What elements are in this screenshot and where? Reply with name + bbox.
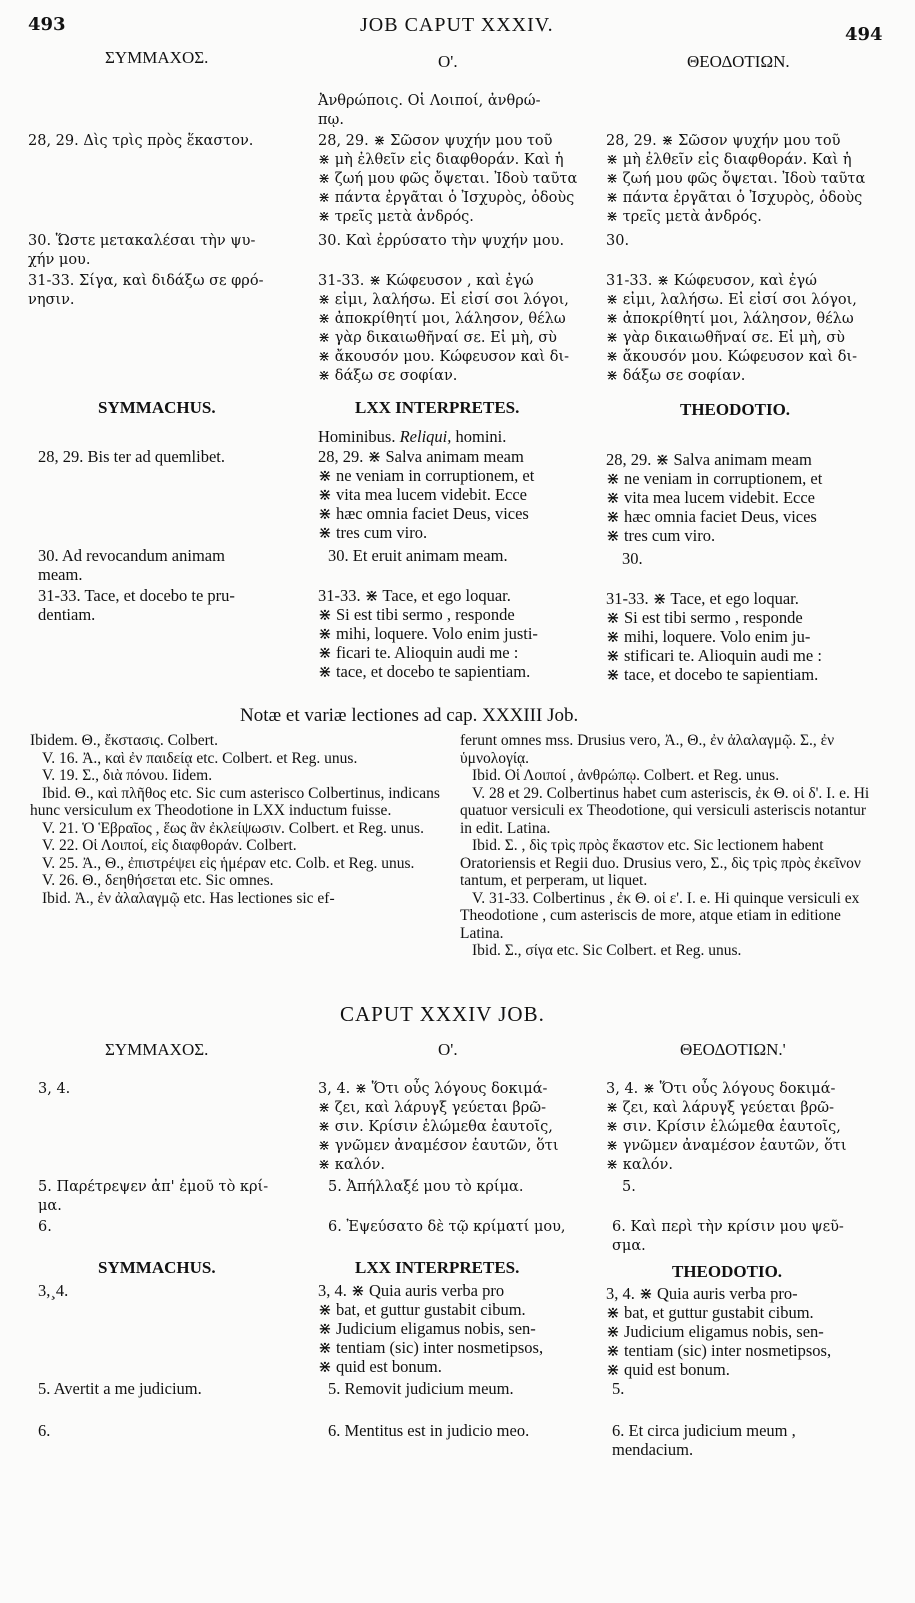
theodotio-latin-heading: THEODOTIO.	[680, 400, 791, 419]
sym-latin-6: 6.	[38, 1421, 51, 1440]
sym-latin-31-33: 31-33. Tace, et docebo te pru- dentiam.	[38, 586, 235, 624]
sym-latin-30: 30. Ad revocandum animam meam.	[38, 546, 225, 584]
lxx-greek-5: 5. Ἀπήλλαξέ μου τὸ κρίμα.	[328, 1179, 524, 1195]
theo-greek-31-33: 31-33. ⋇ Κώφευσον, καὶ ἐγώ ⋇ εἰμι, λαλήσω. Εἰ εἰσί σοι λόγοι, ⋇ ἀποκρίθητί μοι, λάλησον, θέλω ⋇ γὰρ δικαιωθῆναί σε. Εἰ μὴ, σὺ ⋇ ἄκουσόν μου. Κώφευσον καὶ δι- ⋇ δάξω σε σοφίαν.	[606, 273, 858, 384]
note-left-2: V. 19. Σ., διὰ πόνου. Iidem.	[42, 767, 213, 784]
theo-latin-6: 6. Et circa judicium meum , mendacium.	[612, 1421, 796, 1459]
lxx-latin-intro-a: Hominibus.	[318, 427, 396, 446]
sym-greek-30: 30. Ὥστε μετακαλέσαι τὴν ψυ- χήν μου.	[28, 233, 256, 268]
notes-right-column	[460, 732, 875, 960]
sym-latin-5: 5. Avertit a me judicium.	[38, 1379, 202, 1398]
sym-greek-5: 5. Παρέτρεψεν ἀπ' ἐμοῦ τὸ κρί- μα.	[38, 1179, 269, 1214]
note-left-5: V. 22. Οἱ Λοιποί, εἰς διαφθοράν. Colbert.	[42, 837, 297, 854]
note-right-0: ferunt omnes mss. Drusius vero, Ἀ., Θ., ἐν ἀλαλαγμῷ. Σ., ἐν ὑμνολογίᾳ.	[460, 732, 835, 767]
left-page-number: 493	[28, 14, 66, 35]
symmachus-latin-heading: SYMMACHUS.	[98, 398, 216, 417]
theo-greek-5: 5.	[622, 1179, 636, 1195]
sym-greek-3-4: 3, 4.	[38, 1081, 71, 1097]
lxx-greek-6: 6. Ἐψεύσατο δὲ τῷ κρίματί μου,	[328, 1219, 566, 1235]
theo-greek-28-29: 28, 29. ⋇ Σῶσον ψυχήν μου τοῦ ⋇ μὴ ἐλθεῖν εἰς διαφθοράν. Καὶ ἡ ⋇ ζωή μου φῶς ὄψεται. Ἰδοὺ ταῦτα ⋇ πάντα ἐργᾶται ὁ Ἰσχυρὸς, ὁδοὺς ⋇ τρεῖς μετὰ ἀνδρός.	[606, 133, 866, 225]
note-left-7: V. 26. Θ., δεηθήσεται etc. Sic omnes.	[42, 872, 274, 889]
symmachus-latin-heading-2: SYMMACHUS.	[98, 1258, 216, 1277]
theo-greek-6: 6. Καὶ περὶ τὴν κρίσιν μου ψεῦ- σμα.	[612, 1219, 844, 1254]
lxx-latin-heading-2: LXX INTERPRETES.	[355, 1258, 520, 1277]
lxx-greek-30: 30. Καὶ ἐρρύσατο τὴν ψυχήν μου.	[318, 233, 565, 249]
chapter-title: CAPUT XXXIV JOB.	[340, 1002, 545, 1026]
note-right-1: Ibid. Οἱ Λοιποί , ἀνθρώπῳ. Colbert. et Reg. unus.	[472, 767, 780, 784]
theo-latin-30: 30.	[622, 549, 643, 568]
lxx-greek-28-29: 28, 29. ⋇ Σῶσον ψυχήν μου τοῦ ⋇ μὴ ἐλθεῖν εἰς διαφθοράν. Καὶ ἡ ⋇ ζωή μου φῶς ὄψεται. Ἰδοὺ ταῦτα ⋇ πάντα ἐργᾶται ὁ Ἰσχυρὸς, ὁδοὺς ⋇ τρεῖς μετὰ ἀνδρός.	[318, 133, 578, 225]
theodotio-latin-heading-2: THEODOTIO.	[672, 1262, 783, 1281]
sym-greek-28-29: 28, 29. Δὶς τρὶς πρὸς ἕκαστον.	[28, 133, 254, 149]
sym-latin-3-4: 3,¸4.	[38, 1281, 69, 1300]
theo-latin-3-4: 3, 4. ⋇ Quia auris verba pro- ⋇ bat, et guttur gustabit cibum. ⋇ Judicium eligamus nobis, sen- ⋇ tentiam (sic) inter nosmetipsos, ⋇ quid est bonum.	[606, 1284, 832, 1379]
theo-latin-5: 5.	[612, 1379, 625, 1398]
lxx-greek-3-4: 3, 4. ⋇ Ὅτι οὖς λόγους δοκιμά- ⋇ ζει, καὶ λάρυγξ γεύεται βρῶ- ⋇ σιν. Κρίσιν ἑλώμεθα ἑαυτοῖς, ⋇ γνῶμεν ἀναμέσον ἑαυτῶν, ὅτι ⋇ καλόν.	[318, 1081, 559, 1173]
sym-greek-31-33: 31-33. Σίγα, καὶ διδάξω σε φρό- νησιν.	[28, 273, 264, 308]
lxx-latin-5: 5. Removit judicium meum.	[328, 1379, 514, 1398]
note-right-3: Ibid. Σ. , δὶς τρὶς πρὸς ἕκαστον etc. Sic lectionem habent Oratoriensis et Regii duo. Drusius vero, Σ., δὶς τρὶς πρὸς ἐκεῖνον tantum, et perperam, ut liquet.	[460, 837, 861, 889]
lxx-latin-heading: LXX INTERPRETES.	[355, 398, 520, 417]
lxx-latin-intro-b: Reliqui,	[399, 427, 452, 446]
lxx-greek-heading-2: Ο'.	[438, 1040, 458, 1059]
running-title: JOB CAPUT XXXIV.	[360, 14, 554, 36]
notes-heading: Notæ et variæ lectiones ad cap. XXXIII Job.	[240, 705, 579, 726]
lxx-greek-intro: Ἀνθρώποις. Οἱ Λοιποί, ἀνθρώ- πῳ.	[318, 93, 541, 128]
lxx-latin-intro-c: homini.	[455, 427, 507, 446]
lxx-latin-3-4: 3, 4. ⋇ Quia auris verba pro ⋇ bat, et guttur gustabit cibum. ⋇ Judicium eligamus nobis, sen- ⋇ tentiam (sic) inter nosmetipsos, ⋇ quid est bonum.	[318, 1281, 544, 1376]
sym-greek-6: 6.	[38, 1219, 52, 1235]
note-right-5: Ibid. Σ., σίγα etc. Sic Colbert. et Reg. unus.	[472, 942, 742, 959]
symmachus-greek-heading: ΣΥΜΜΑΧΟΣ.	[105, 48, 209, 67]
symmachus-greek-heading-2: ΣΥΜΜΑΧΟΣ.	[105, 1040, 209, 1059]
note-left-6: V. 25. Ἀ., Θ., ἐπιστρέψει εἰς ἡμέραν etc. Colb. et Reg. unus.	[42, 854, 415, 872]
theo-greek-30: 30.	[606, 233, 630, 249]
lxx-latin-intro	[318, 427, 598, 446]
right-page-number: 494	[845, 24, 883, 45]
note-left-8: Ibid. Ἀ., ἐν ἀλαλαγμῷ etc. Has lectiones sic ef-	[42, 889, 335, 907]
note-right-2: V. 28 et 29. Colbertinus habet cum asteriscis, ἐκ Θ. οἱ δ'. I. e. Hi quatuor versiculi ex Theodotione, qui versiculi asteriscis notantur in edit. Latina.	[460, 784, 870, 837]
theo-greek-3-4: 3, 4. ⋇ Ὅτι οὖς λόγους δοκιμά- ⋇ ζει, καὶ λάρυγξ γεύεται βρῶ- ⋇ σιν. Κρίσιν ἑλώμεθα ἑαυτοῖς, ⋇ γνῶμεν ἀναμέσον ἑαυτῶν, ὅτι ⋇ καλόν.	[606, 1081, 847, 1173]
theodotion-greek-heading: ΘΕΟΔΟΤΙΩΝ.	[687, 52, 790, 71]
theo-latin-31-33: 31-33. ⋇ Tace, et ego loquar. ⋇ Si est tibi sermo , responde ⋇ mihi, loquere. Volo enim ju- ⋇ stificari te. Alioquin audi me : ⋇ tace, et docebo te sapientiam.	[606, 589, 822, 684]
lxx-greek-31-33: 31-33. ⋇ Κώφευσον , καὶ ἐγώ ⋇ εἰμι, λαλήσω. Εἰ εἰσί σοι λόγοι, ⋇ ἀποκρίθητί μοι, λάλησον, θέλω ⋇ γὰρ δικαιωθῆναί σε. Εἰ μὴ, σὺ ⋇ ἄκουσόν μου. Κώφευσον καὶ δι- ⋇ δάξω σε σοφίαν.	[318, 273, 570, 384]
note-left-0: Ibidem. Θ., ἔκστασις. Colbert.	[30, 732, 218, 749]
lxx-greek-heading: Ο'.	[438, 52, 458, 71]
lxx-latin-30: 30. Et eruit animam meam.	[328, 546, 508, 565]
theodotion-greek-heading-2: ΘΕΟΔΟΤΙΩΝ.'	[680, 1040, 786, 1059]
lxx-latin-28-29: 28, 29. ⋇ Salva animam meam ⋇ ne veniam in corruptionem, et ⋇ vita mea lucem videbit. Ecce ⋇ hæc omnia faciet Deus, vices ⋇ tres cum viro.	[318, 447, 535, 542]
note-left-4: V. 21. Ὁ Ἑβραῖος , ἕως ἂν ἐκλείψωσιν. Colbert. et Reg. unus.	[42, 819, 424, 837]
sym-latin-28-29: 28, 29. Bis ter ad quemlibet.	[38, 447, 225, 466]
note-left-3: Ibid. Θ., καὶ πλῆθος etc. Sic cum asterisco Colbertinus, indicans hunc versiculum ex Theodotione in LXX inductum fuisse.	[30, 784, 440, 819]
theo-latin-28-29: 28, 29. ⋇ Salva animam meam ⋇ ne veniam in corruptionem, et ⋇ vita mea lucem videbit. Ecce ⋇ hæc omnia faciet Deus, vices ⋇ tres cum viro.	[606, 450, 823, 545]
lxx-latin-31-33: 31-33. ⋇ Tace, et ego loquar. ⋇ Si est tibi sermo , responde ⋇ mihi, loquere. Volo enim justi- ⋇ ficari te. Alioquin audi me : ⋇ tace, et docebo te sapientiam.	[318, 586, 538, 681]
note-right-4: V. 31-33. Colbertinus , ἐκ Θ. οἱ ε'. I. e. Hi quinque versiculi ex Theodotione , cum asteriscis de more, atque etiam in editione Latina.	[460, 889, 860, 942]
notes-left-column	[30, 732, 440, 907]
note-left-1: V. 16. Ἀ., καὶ ἐν παιδείᾳ etc. Colbert. et Reg. unus.	[42, 749, 358, 767]
lxx-latin-6: 6. Mentitus est in judicio meo.	[328, 1421, 530, 1440]
